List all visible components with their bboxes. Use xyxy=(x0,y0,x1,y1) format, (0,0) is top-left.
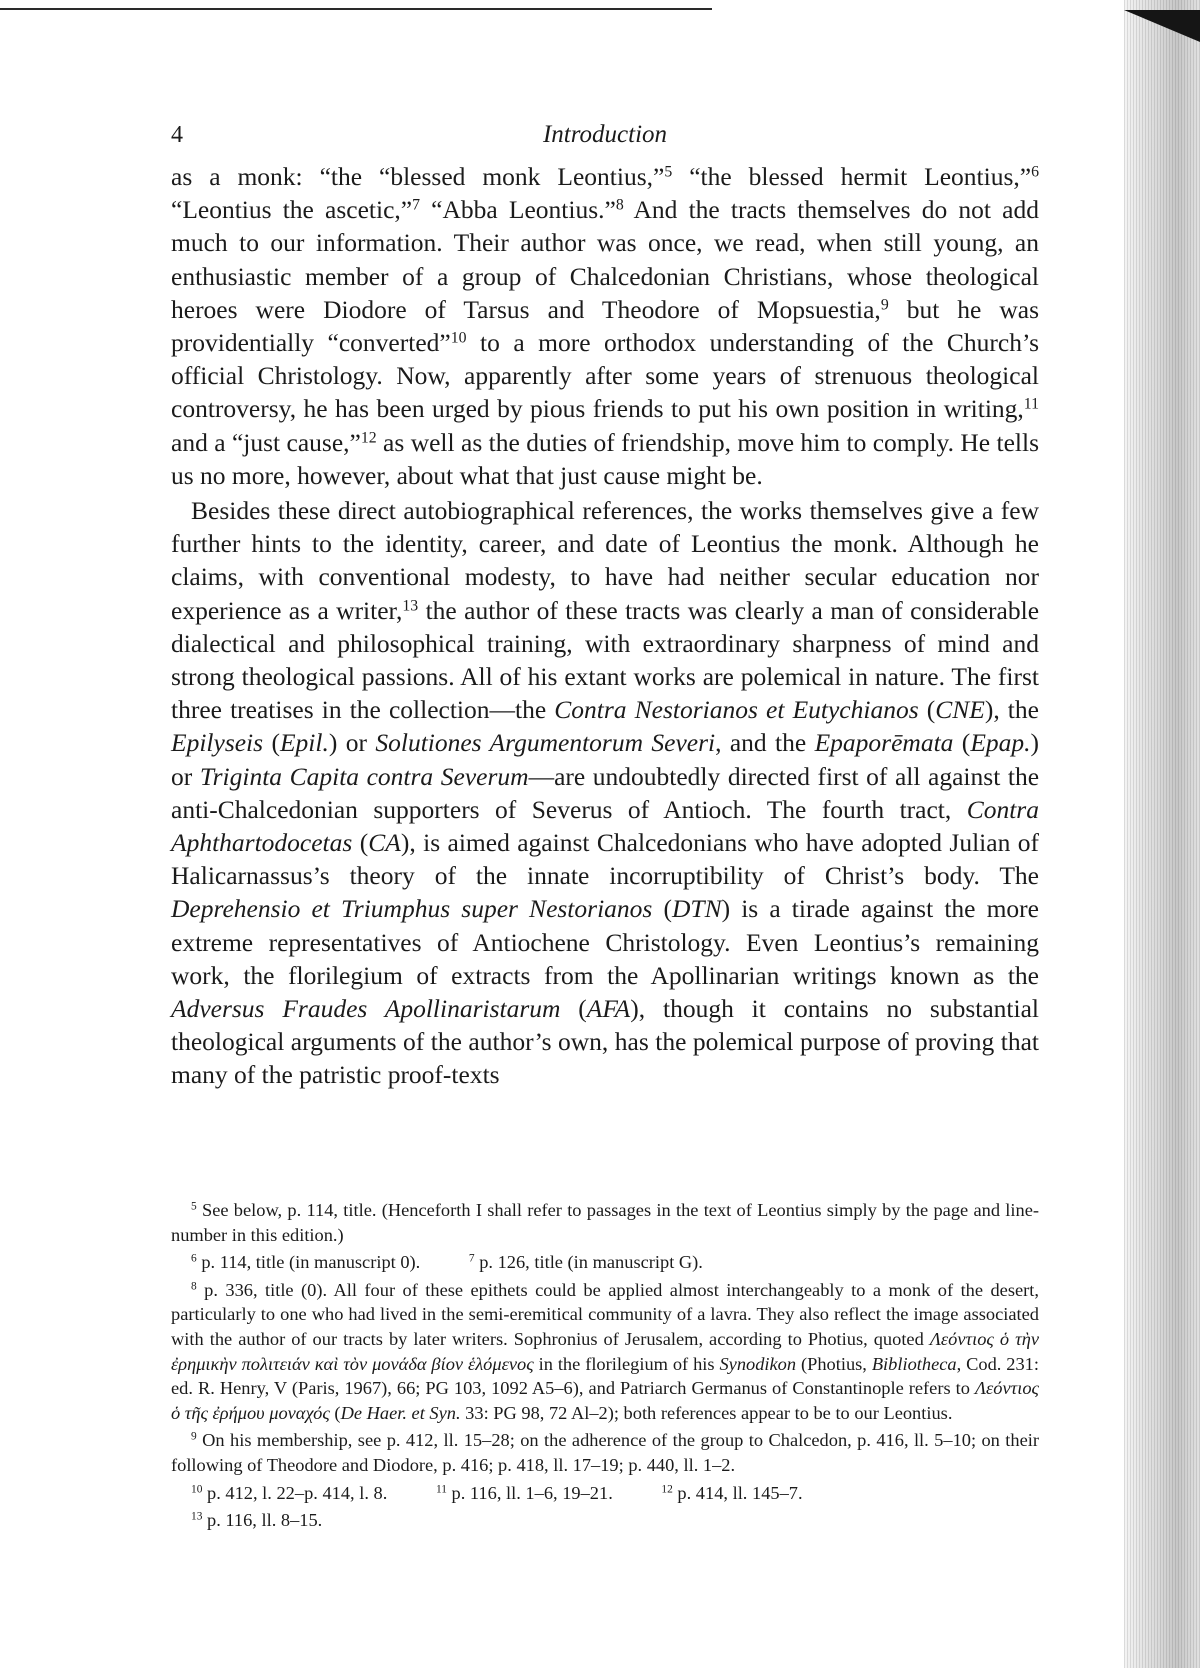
book-gutter-edge xyxy=(1124,0,1200,1668)
book-corner-shadow xyxy=(1124,10,1200,42)
running-head: Introduction xyxy=(542,121,668,148)
footnote-number: 10 xyxy=(191,1483,203,1496)
footnote-text: p. 126, title (in manuscript G). xyxy=(479,1252,703,1273)
footnote-13 xyxy=(191,1508,322,1533)
footnote-7 xyxy=(469,1250,703,1275)
page-header xyxy=(171,118,1039,152)
footnote-number: 5 xyxy=(191,1200,197,1213)
body-paragraph-1: as a monk: “the “blessed monk Leontius,”$^5$ “the blessed hermit Leontius,”$^6$ “Leontius the ascetic,”$^7$ “Abba Leontius.”$^8$ And the tracts themselves do not add much to our information. Their author was once, we read, when still young, an enthusiastic member of a group of Chalcedonian Christians, whose theological heroes were Diodore of Tarsus and Theodore of Mopsuestia,$^9$ but he was providentially “converted”$^{10}$ to a more orthodox understanding of the Church’s official Christology. Now, apparently after some years of strenuous theological controversy, he has been urged by pious friends to put his own position in writing,$^{11}$ and a “just cause,”$^{12}$ as well as the duties of friendship, move him to comply. He tells us no more, however, about what that just cause might be. xyxy=(171,162,1040,490)
main-text xyxy=(171,160,1039,1092)
top-rule xyxy=(0,8,712,10)
footnote-text: See below, p. 114, title. (Henceforth I shall refer to passages in the text of Leontius simply by the page and line-number in this edition.) xyxy=(171,1200,1039,1245)
footnote-number: 9 xyxy=(191,1431,197,1444)
footnote-row-13 xyxy=(171,1508,1039,1533)
footnote-number: 11 xyxy=(435,1483,447,1496)
footnote-9 xyxy=(171,1428,1039,1477)
footnote-number: 13 xyxy=(191,1510,203,1523)
footnote-text: p. 116, ll. 1–6, 19–21. xyxy=(451,1482,613,1503)
footnote-text: p. 412, l. 22–p. 414, l. 8. xyxy=(207,1482,388,1503)
footnote-text: p. 414, ll. 145–7. xyxy=(677,1482,803,1503)
footnote-8 xyxy=(171,1278,1039,1426)
footnote-11 xyxy=(436,1481,613,1506)
footnotes xyxy=(171,1198,1039,1536)
footnote-12 xyxy=(661,1481,802,1506)
page-number: 4 xyxy=(171,122,183,148)
footnote-10 xyxy=(191,1481,387,1506)
footnote-number: 8 xyxy=(191,1280,197,1293)
footnote-text: On his membership, see p. 412, ll. 15–28; on the adherence of the group to Chalcedon, p. 416, ll. 5–10; on their following of Theodore and Diodore, p. 416; p. 418, ll. 17–19; p. 440, ll. 1–2. xyxy=(171,1430,1039,1475)
footnote-5 xyxy=(171,1198,1039,1247)
footnote-row-10-12 xyxy=(171,1481,1039,1506)
footnote-number: 6 xyxy=(191,1252,197,1265)
footnote-6 xyxy=(191,1250,420,1275)
footnote-row-6-7 xyxy=(171,1250,1039,1275)
footnote-text: p. 116, ll. 8–15. xyxy=(207,1510,323,1531)
footnote-number: 12 xyxy=(661,1483,673,1496)
footnote-number: 7 xyxy=(468,1252,475,1265)
footnote-text: p. 114, title (in manuscript 0). xyxy=(201,1252,421,1273)
body-paragraph-2: Besides these direct autobiographical references, the works themselves give a few further hints to the identity, career, and date of Leontius the monk. Although he claims, with conventional modesty, to have had neither secular education nor experience as a writer,$^{13}$ the author of these tracts was clearly a man of considerable dialectical and philosophical training, with extraordinary sharpness of mind and strong theological passions. All of his extant works are polemical in nature. The first three treatises in the collection—the Contra Nestorianos et Eutychianos (CNE), the Epilyseis (Epil.) or Solutiones Argumentorum Severi, and the Epaporēmata (Epap.) or Triginta Capita contra Severum—are undoubtedly directed first of all against the anti-Chalcedonian supporters of Severus of Antioch. The fourth tract, Contra Aphthartodocetas (CA), is aimed against Chalcedonians who have adopted Julian of Halicarnassus’s theory of the innate incorruptibility of Christ’s body. The Deprehensio et Triumphus super Nestorianos (DTN) is a tirade against the more extreme representatives of Antiochene Christology. Even Leontius’s remaining work, the florilegium of extracts from the Apollinarian writings known as the Adversus Fraudes Apollinaristarum (AFA), though it contains no substantial theological arguments of the author’s own, has the polemical purpose of proving that many of the patristic proof-texts xyxy=(171,496,1040,1090)
footnote-text: p. 336, title (0). All four of these epithets could be applied almost interchangeably to a monk of the desert, particularly to one who had lived in the semi-eremitical community of a lavra. They also reflect the image associated with the author of our tracts by later writers. Sophronius of Jerusalem, according to Photius, quoted Λεόντιος ὁ τὴν ἐρημικὴν πολιτειάν καὶ τὸν μονάδα βίον ἑλόμενος in the florilegium of his Synodikon (Photius, Bibliotheca, Cod. 231: ed. R. Henry, V (Paris, 1967), 66; PG 103, 1092 A5–6), and Patriarch Germanus of Constantinople refers to Λεόντιος ὁ τῆς ἐρήμου μοναχός (De Haer. et Syn. 33: PG 98, 72 Al–2); both references appear to be to our Leontius. xyxy=(171,1279,1039,1423)
